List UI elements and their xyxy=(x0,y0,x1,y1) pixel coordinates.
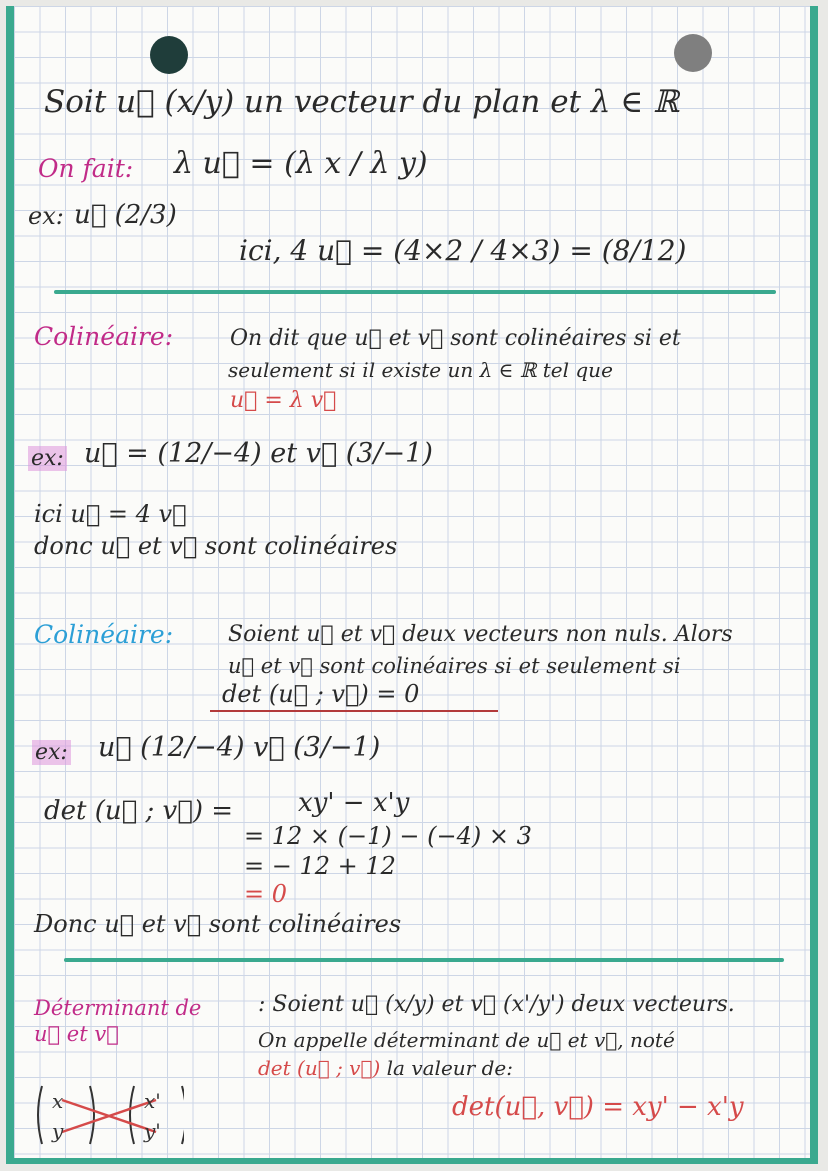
determinant-notation: det (u⃗ ; v⃗) xyxy=(258,1056,381,1080)
section-divider-2 xyxy=(64,958,784,962)
punch-hole-left xyxy=(150,36,188,74)
determinant-criterion-condition: det (u⃗ ; v⃗) = 0 xyxy=(222,680,420,708)
example-2-donc: donc u⃗ et v⃗ sont colinéaires xyxy=(34,532,398,560)
example-label-2: ex: xyxy=(28,446,67,471)
punch-hole-right xyxy=(674,34,712,72)
example-label: ex: xyxy=(28,202,64,230)
example-label-3: ex: xyxy=(32,740,71,765)
cross-right-top: x' xyxy=(144,1089,161,1113)
cross-multiplication-diagram xyxy=(34,1080,184,1150)
determinant-heading-vectors: u⃗ et v⃗ xyxy=(34,1022,119,1046)
cross-left-top: x xyxy=(52,1089,64,1113)
condition-underline xyxy=(210,710,498,712)
det-lhs: det (u⃗ ; v⃗) = xyxy=(44,796,234,826)
example-2-ici: ici u⃗ = 4 v⃗ xyxy=(34,500,187,528)
notebook-page xyxy=(6,6,818,1164)
example-vector: u⃗ (2/3) xyxy=(74,200,177,230)
example-3-donc: Donc u⃗ et v⃗ sont colinéaires xyxy=(34,910,402,938)
determinant-criterion-line2: u⃗ et v⃗ sont colinéaires si et seulement si xyxy=(228,654,681,678)
det-step-4: = 0 xyxy=(244,880,288,908)
on-fait-formula: λ u⃗ = (λ x / λ y) xyxy=(174,146,428,181)
colineaire-def-line2: seulement si il existe un λ ∈ ℝ tel que xyxy=(228,358,613,382)
section-divider-1 xyxy=(54,290,776,294)
determinant-criterion-line1: Soient u⃗ et v⃗ deux vecteurs non nuls. Alors xyxy=(228,622,733,647)
intro-text: Soit u⃗ (x/y) un vecteur du plan et λ ∈ ℝ xyxy=(44,84,679,120)
det-step-1: xy' − x'y xyxy=(298,788,410,818)
determinant-def-line1: : Soient u⃗ (x/y) et v⃗ (x'/y') deux vecteurs. xyxy=(258,992,735,1017)
colineaire-heading-2: Colinéaire: xyxy=(34,620,174,649)
cross-left-bottom: y xyxy=(52,1119,64,1143)
det-step-2: = 12 × (−1) − (−4) × 3 xyxy=(244,822,532,850)
example-result: ici, 4 u⃗ = (4×2 / 4×3) = (8/12) xyxy=(239,234,687,267)
determinant-heading: Déterminant de xyxy=(34,996,202,1020)
colineaire-heading-1: Colinéaire: xyxy=(34,322,174,351)
determinant-value-label: la valeur de: xyxy=(386,1056,513,1080)
cross-right-bottom: y' xyxy=(144,1119,161,1143)
colineaire-condition: u⃗ = λ v⃗ xyxy=(230,388,337,413)
on-fait-label: On fait: xyxy=(38,154,134,183)
colineaire-def-line1: On dit que u⃗ et v⃗ sont colinéaires si et xyxy=(230,326,681,351)
det-step-3: = − 12 + 12 xyxy=(244,852,396,880)
example-2-vectors: u⃗ = (12/−4) et v⃗ (3/−1) xyxy=(84,438,433,469)
example-3-vectors: u⃗ (12/−4) v⃗ (3/−1) xyxy=(98,732,381,763)
determinant-def-line2: On appelle déterminant de u⃗ et v⃗, noté xyxy=(258,1028,675,1052)
determinant-formula: det(u⃗, v⃗) = xy' − x'y xyxy=(452,1092,744,1122)
